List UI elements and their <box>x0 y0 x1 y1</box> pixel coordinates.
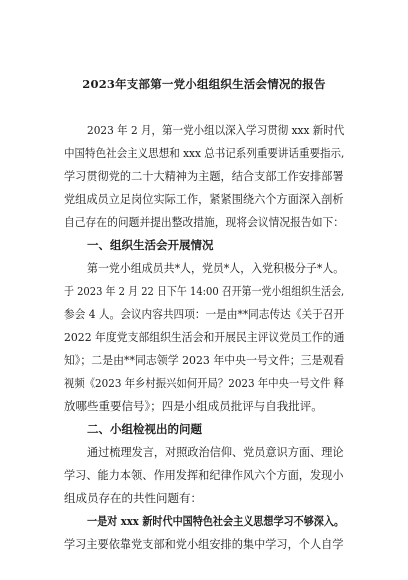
paragraph-intro-line-2: 中国特色社会主义思想和 xxx 总书记系列重要讲话重要指示, <box>64 146 345 160</box>
paragraph-section1-line-1: 第一党小组成员共*人，党员*人，入党积极分子*人。 <box>87 261 345 275</box>
paragraph-intro-line-5: 自己存在的问题并提出整改措施，现将会议情况报告如下： <box>64 215 345 229</box>
paragraph-section2-line-3: 组成员存在的共性问题有： <box>64 491 202 505</box>
paragraph-intro-line-3: 学习贯彻党的二十大精神为主题，结合支部工作安排部署 <box>64 169 344 183</box>
section-heading-1: 一、组织生活会开展情况 <box>87 238 214 252</box>
paragraph-intro-line-4: 党组成员立足岗位实际工作，紧紧围绕六个方面深入剖析 <box>64 192 344 206</box>
paragraph-intro-line-1: 2023 年 2 月，第一党小组以深入学习贯彻 xxx 新时代 <box>87 123 345 137</box>
paragraph-section2-line-1: 通过梳理发言，对照政治信仰、党员意识方面、理论 <box>87 445 344 459</box>
paragraph-section1-line-7: 放哪些重要信号》；四是小组成员批评与自我批评。 <box>64 399 323 413</box>
section-heading-2: 二、小组检视出的问题 <box>87 422 202 436</box>
paragraph-section1-line-2: 于 2023 年 2 月 22 日下午 14:00 召开第一党小组组织生活会, <box>64 284 345 298</box>
paragraph-section1-line-3: 参会 4 人。会议内容共四项：一是由**同志传达《关于召开 <box>64 307 345 321</box>
document-title: 2023年支部第一党小组组织生活会情况的报告 <box>82 77 326 91</box>
paragraph-section1-line-6: 视频《2023 年乡村振兴如何开局？2023 年中央一号文件 释 <box>64 376 344 390</box>
subsection-heading-1: 一是对 xxx 新时代中国特色社会主义思想学习不够深入。 <box>87 514 345 528</box>
paragraph-subsection1-line-1: 学习主要依靠党支部和党小组安排的集中学习，个人自学 <box>64 537 344 551</box>
paragraph-section1-line-5: 知》；二是由**同志领学 2023 年中央一号文件；三是观看 <box>64 353 345 367</box>
paragraph-section2-line-2: 学习、能力本领、作用发挥和纪律作风六个方面，发现小 <box>64 468 344 482</box>
paragraph-section1-line-4: 2022 年度党支部组织生活会和开展民主评议党员工作的通 <box>64 330 345 344</box>
